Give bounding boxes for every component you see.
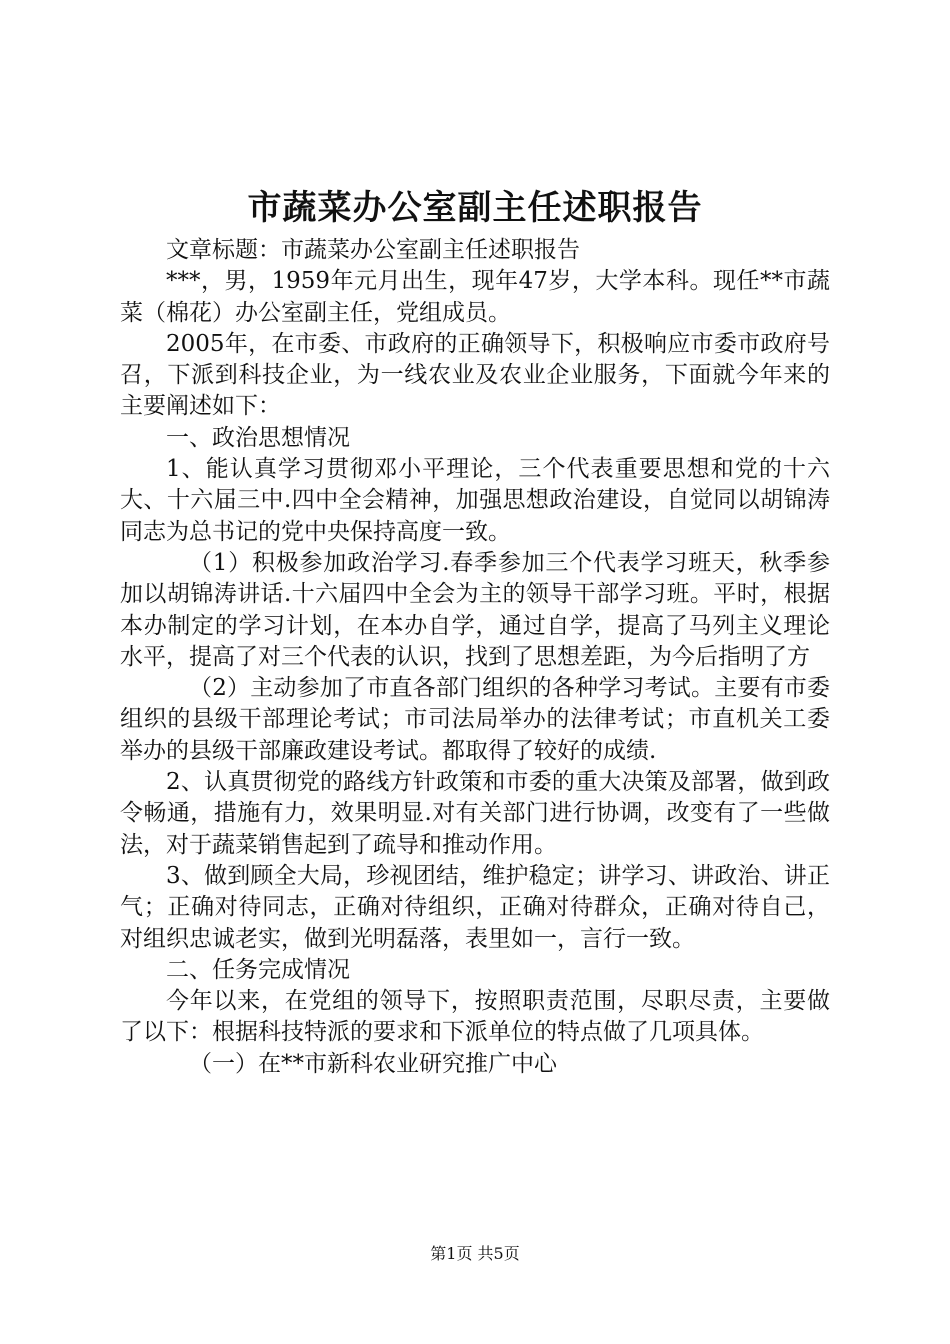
paragraph-item-2: 2、认真贯彻党的路线方针政策和市委的重大决策及部署，做到政令畅通，措施有力，效果明显.对有关部门进行协调，改变有了一些做法，对于蔬菜销售起到了疏导和推动作用。 bbox=[120, 769, 830, 858]
section-heading-tasks: 二、任务完成情况 bbox=[166, 956, 350, 983]
paragraph-item-3: 3、做到顾全大局，珍视团结，维护稳定；讲学习、讲政治、讲正气；正确对待同志，正确对待组织，正确对待群众，正确对待自己，对组织忠诚老实，做到光明磊落，表里如一，言行一致。 bbox=[120, 862, 830, 952]
paragraph-item-1: 1、能认真学习贯彻邓小平理论，三个代表重要思想和党的十六大、十六届三中.四中全会精神，加强思想政治建设，自觉同以胡锦涛同志为总书记的党中央保持高度一致。 bbox=[120, 456, 830, 545]
paragraph-subitem-1: （1）积极参加政治学习.春季参加三个代表学习班天，秋季参加以胡锦涛讲话.十六届四中全会为主的领导干部学习班。平时，根据本办制定的学习计划，在本办自学，通过自学，提高了马列主义理论水平，提高了对三个代表的认识，找到了思想差距，为今后指明了方 bbox=[120, 549, 830, 670]
paragraph-tasks-intro: 今年以来，在党组的领导下，按照职责范围，尽职尽责，主要做了以下：根据科技特派的要求和下派单位的特点做了几项具体。 bbox=[120, 988, 830, 1046]
page-footer: 第1页 共5页 bbox=[430, 1244, 520, 1263]
document-title: 市蔬菜办公室副主任述职报告 bbox=[247, 188, 703, 228]
paragraph-personal-info: ***，男，1959年元月出生，现年47岁，大学本科。现任**市蔬菜（棉花）办公室副主任，党组成员。 bbox=[120, 268, 830, 326]
section-heading-political: 一、政治思想情况 bbox=[166, 424, 350, 451]
document-body bbox=[120, 235, 830, 1080]
paragraph-subsection-1: （一）在**市新科农业研究推广中心 bbox=[189, 1050, 557, 1077]
paragraph-introduction: 2005年，在市委、市政府的正确领导下，积极响应市委市政府号召，下派到科技企业，为一线农业及农业企业服务，下面就今年来的主要阐述如下： bbox=[120, 330, 830, 420]
paragraph-subitem-2: （2）主动参加了市直各部门组织的各种学习考试。主要有市委组织的县级干部理论考试；市司法局举办的法律考试；市直机关工委举办的县级干部廉政建设考试。都取得了较好的成绩. bbox=[120, 675, 830, 764]
paragraph-article-title: 文章标题：市蔬菜办公室副主任述职报告 bbox=[166, 237, 580, 263]
